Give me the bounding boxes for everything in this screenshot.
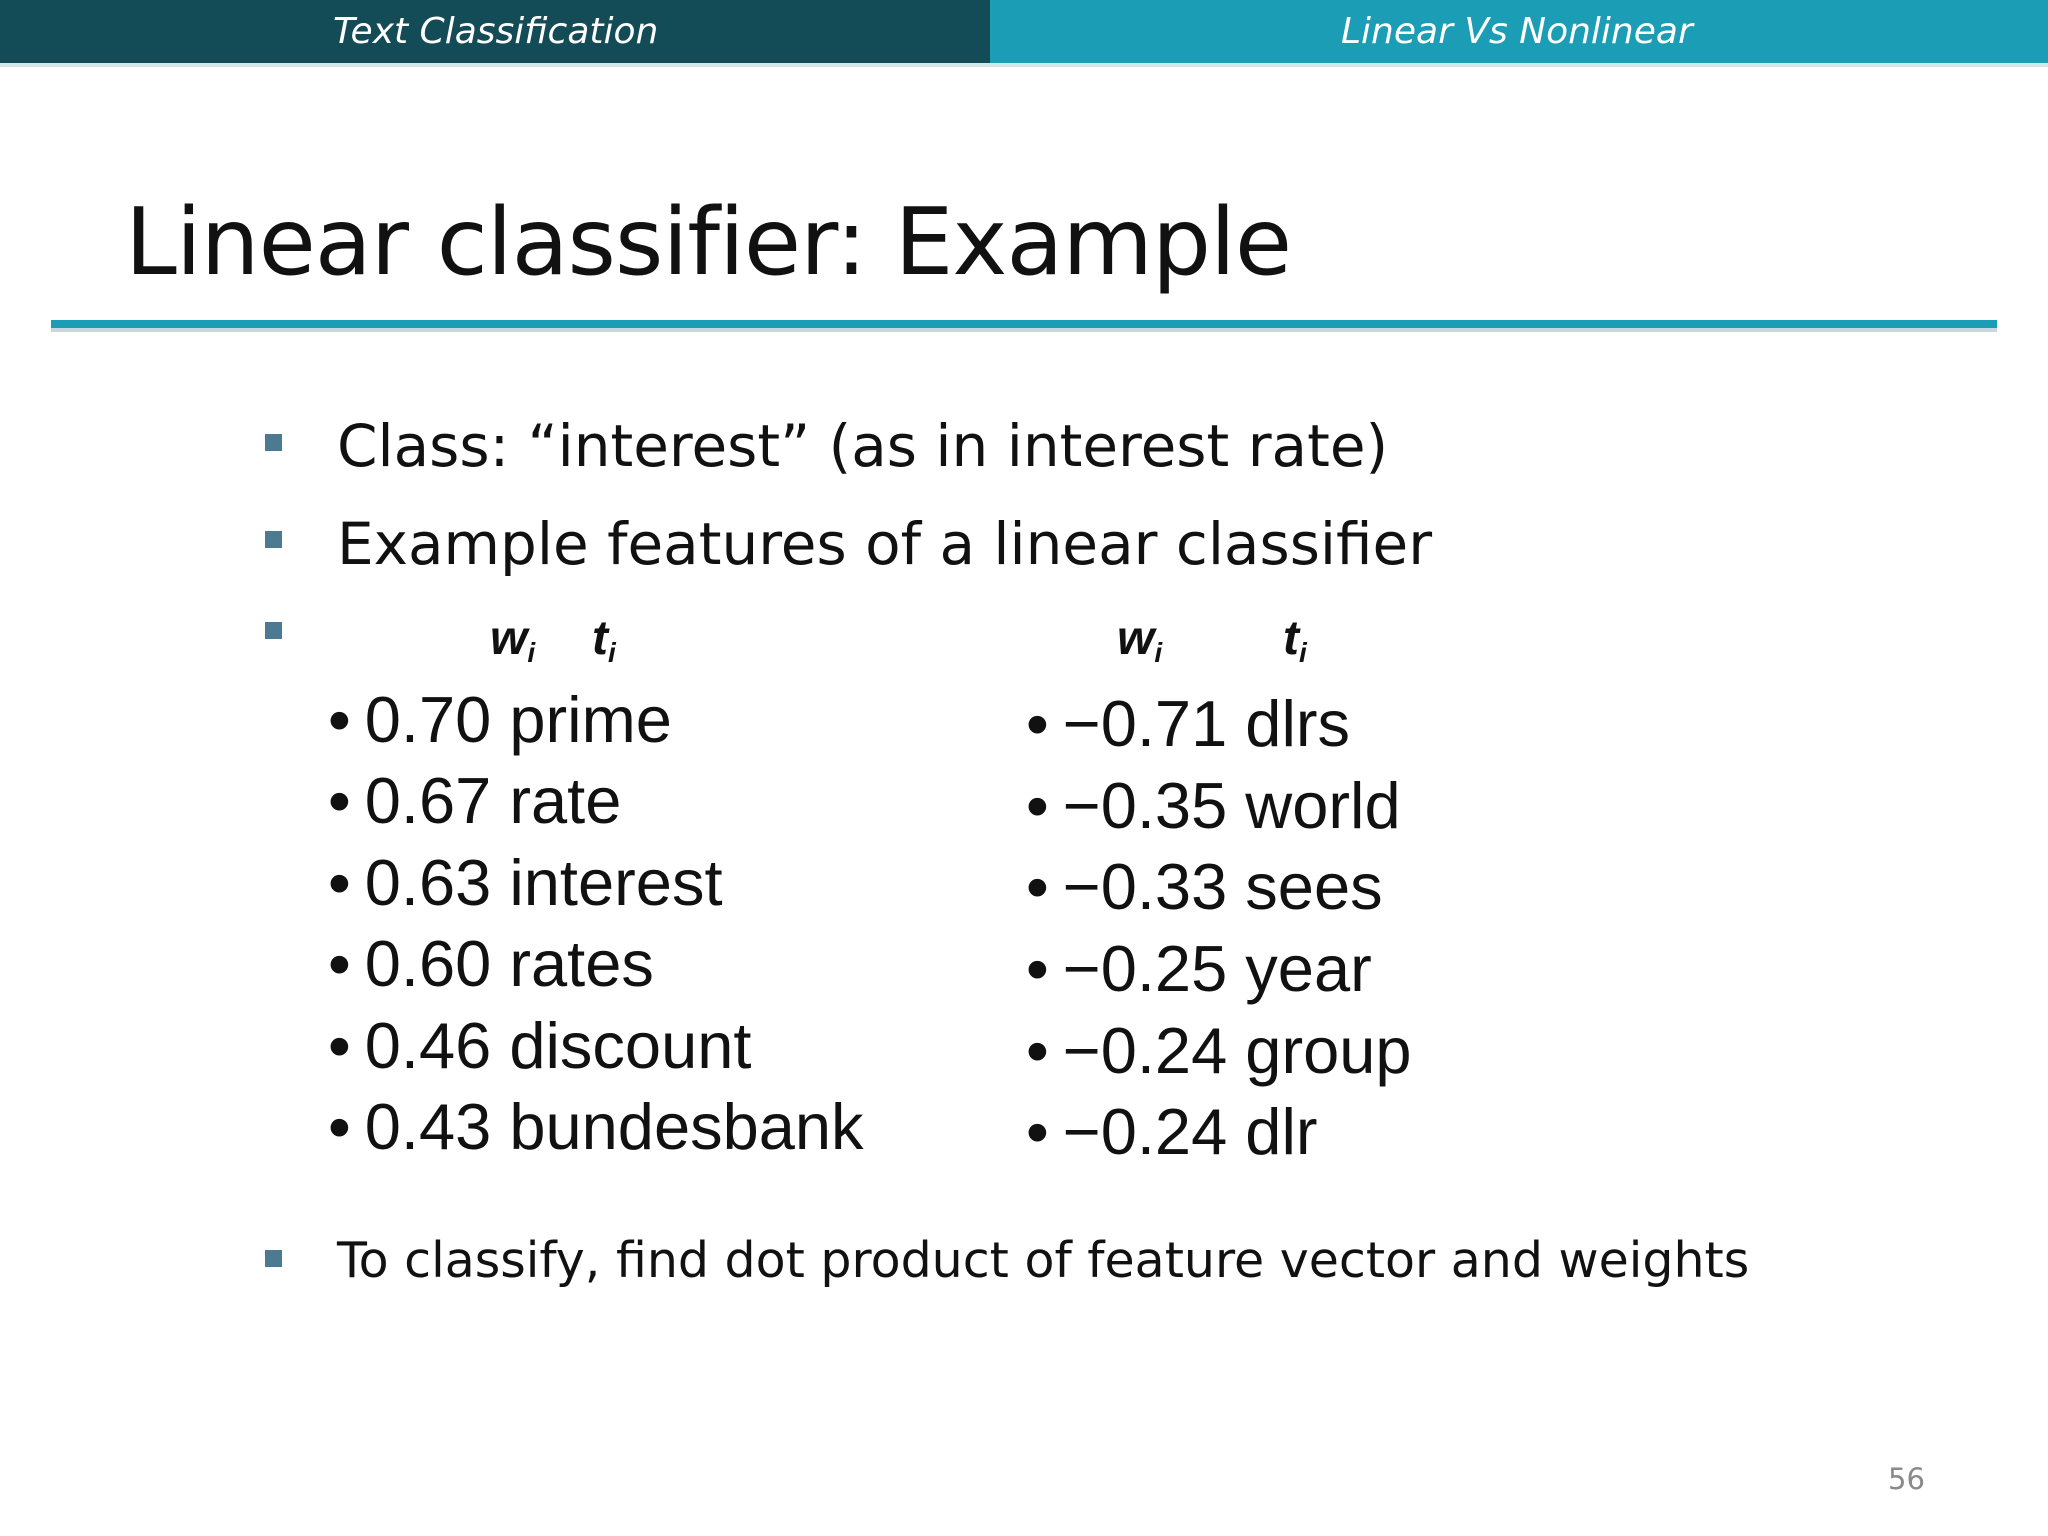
negative-feature-row: • −0.24 group — [1026, 1014, 1412, 1087]
bullet-square-icon — [265, 1250, 282, 1267]
subsection-title: Linear Vs Nonlinear — [1341, 11, 1693, 52]
bullet-square-icon — [265, 434, 282, 451]
positive-feature-row: • 0.67 rate — [328, 764, 622, 837]
negative-feature-row: • −0.25 year — [1026, 932, 1372, 1005]
feature-weight: −0.33 — [1062, 850, 1228, 923]
negative-feature-row: • −0.24 dlr — [1026, 1095, 1318, 1168]
feature-weight: 0.70 — [364, 683, 492, 756]
column-header-term: $t_i$ — [1283, 612, 1307, 668]
feature-term: dlrs — [1245, 687, 1351, 760]
positive-feature-row: • 0.60 rates — [328, 927, 654, 1000]
feature-weight: 0.67 — [364, 764, 492, 837]
bullet-square-icon — [265, 531, 282, 548]
negative-feature-row: • −0.71 dlrs — [1026, 687, 1351, 760]
positive-feature-row: • 0.70 prime — [328, 683, 672, 756]
positive-feature-row: • 0.43 bundesbank — [328, 1090, 864, 1163]
feature-weight: −0.35 — [1062, 769, 1228, 842]
feature-term: group — [1245, 1014, 1412, 1087]
feature-weight: 0.43 — [364, 1090, 492, 1163]
bullet-square-icon — [265, 622, 282, 639]
positive-feature-row: • 0.46 discount — [328, 1009, 752, 1082]
feature-term: sees — [1245, 850, 1383, 923]
feature-term: year — [1245, 932, 1372, 1005]
bullet-classify: To classify, find dot product of feature vector and weights — [337, 1232, 1750, 1289]
feature-term: prime — [509, 683, 672, 756]
feature-weight: −0.24 — [1062, 1095, 1228, 1168]
feature-term: bundesbank — [509, 1090, 864, 1163]
feature-term: discount — [509, 1009, 752, 1082]
feature-weight: −0.71 — [1062, 687, 1228, 760]
feature-term: rate — [509, 764, 622, 837]
feature-term: interest — [509, 846, 723, 919]
feature-term: dlr — [1245, 1095, 1318, 1168]
feature-weight: 0.46 — [364, 1009, 492, 1082]
negative-feature-row: • −0.35 world — [1026, 769, 1401, 842]
header-underline — [0, 63, 2048, 67]
title-rule-shadow — [51, 328, 1997, 332]
page-number: 56 — [1888, 1462, 1925, 1496]
negative-feature-row: • −0.33 sees — [1026, 850, 1383, 923]
bullet-features: Example features of a linear classifier — [337, 510, 1433, 578]
positive-feature-row: • 0.63 interest — [328, 846, 723, 919]
column-header-weight: $w_i$ — [490, 612, 536, 668]
slide-title: Linear classifier: Example — [125, 188, 1292, 296]
title-rule — [51, 320, 1997, 328]
section-title: Text Classification — [333, 11, 659, 52]
feature-weight: 0.60 — [364, 927, 492, 1000]
feature-term: world — [1245, 769, 1401, 842]
bullet-class: Class: “interest” (as in interest rate) — [337, 412, 1389, 480]
feature-weight: −0.25 — [1062, 932, 1228, 1005]
column-header-term: $t_i$ — [592, 612, 616, 668]
column-header-weight: $w_i$ — [1117, 612, 1163, 668]
feature-weight: −0.24 — [1062, 1014, 1228, 1087]
feature-term: rates — [509, 927, 654, 1000]
feature-weight: 0.63 — [364, 846, 492, 919]
